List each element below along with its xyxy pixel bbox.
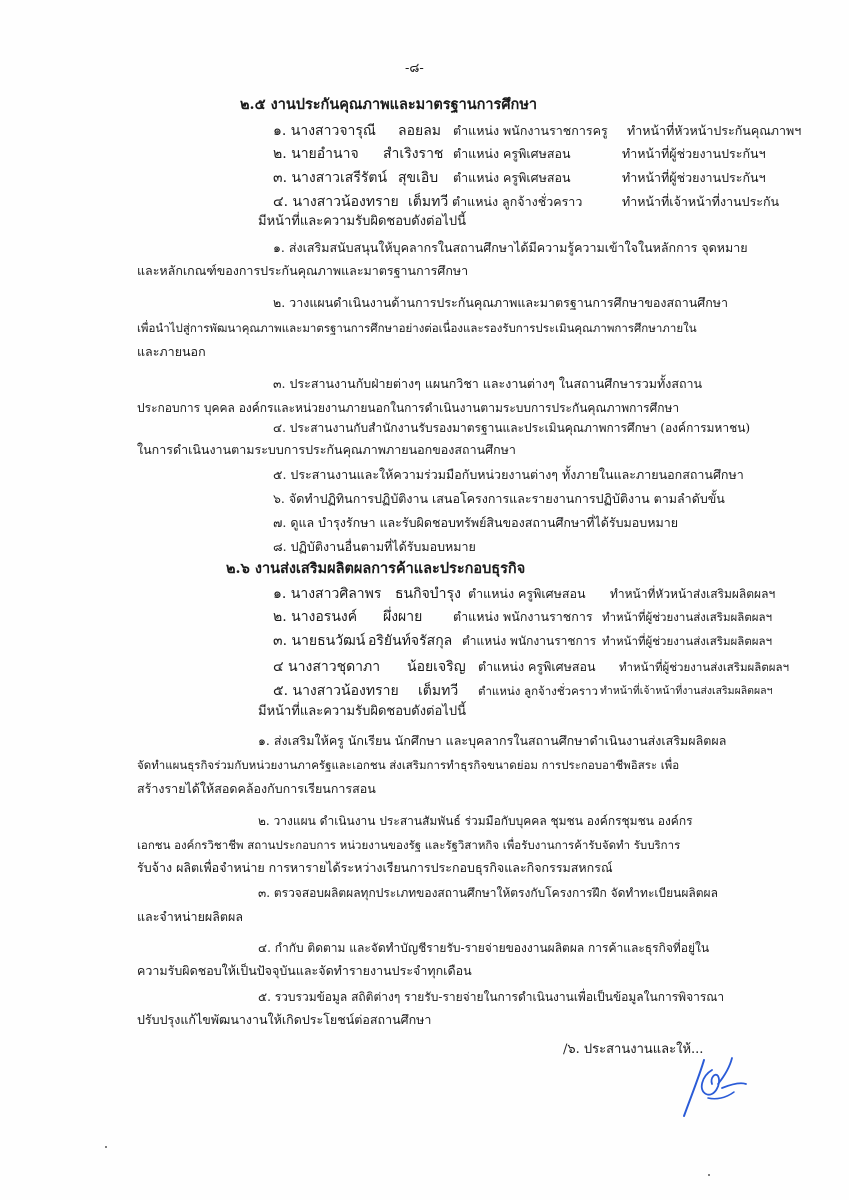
staff-surname: สุขเอิบ bbox=[398, 170, 439, 186]
staff-position: ตำแหน่ง พนักงานราชการ bbox=[462, 634, 597, 648]
duty-line: ๒. วางแผน ดำเนินงาน ประสานสัมพันธ์ ร่วมมือกับบุคคล ชุมชน องค์กรชุมชน องค์กร bbox=[258, 814, 693, 828]
duty-line: ปรับปรุงแก้ไขพัฒนางานให้เกิดประโยชน์ต่อสถานศึกษา bbox=[137, 1012, 432, 1027]
staff-name: ๑. นางสาวศิลาพร bbox=[273, 586, 382, 602]
staff-role: ทำหน้าที่หัวหน้าประกันคุณภาพฯ bbox=[627, 123, 802, 138]
duty-line: และจำหน่ายผลิตผล bbox=[137, 909, 243, 924]
staff-surname: ผึ่งผาย bbox=[383, 609, 423, 625]
staff-position: ตำแหน่ง ครูพิเศษสอน bbox=[453, 146, 571, 161]
duty-line: เพื่อนำไปสู่การพัฒนาคุณภาพและมาตรฐานการศึกษาอย่างต่อเนื่องและรองรับการประเมินคุณภาพการศึกษาภายใน bbox=[137, 321, 697, 335]
staff-name: ๒. นายอำนาจ bbox=[273, 146, 359, 162]
staff-name: ๓. นายธนวัฒน์ bbox=[273, 633, 366, 649]
duty-line: ๕. รวบรวมข้อมูล สถิติต่างๆ รายรับ-รายจ่ายในการดำเนินงานเพื่อเป็นข้อมูลในการพิจารณา bbox=[258, 990, 725, 1004]
duty-line: ประกอบการ บุคคล องค์กรและหน่วยงานภายนอกในการดำเนินงานตามระบบการประกันคุณภาพการศึกษา bbox=[137, 401, 680, 415]
duty-line: ความรับผิดชอบให้เป็นปัจจุบันและจัดทำรายงานประจำทุกเดือน bbox=[137, 963, 472, 978]
duty-line: และหลักเกณฑ์ของการประกันคุณภาพและมาตรฐานการศึกษา bbox=[137, 263, 469, 278]
staff-name: ๑. นางสาวจารุณี bbox=[273, 123, 376, 139]
duty-line: ๑. ส่งเสริมให้ครู นักเรียน นักศึกษา และบุคลากรในสถานศึกษาดำเนินงานส่งเสริมผลิตผล bbox=[258, 733, 727, 748]
staff-surname: ลอยลม bbox=[398, 123, 441, 139]
staff-name: ๒. นางอรนงค์ bbox=[273, 609, 358, 625]
staff-role: ทำหน้าที่ผู้ช่วยงานประกันฯ bbox=[622, 146, 766, 161]
staff-role: ทำหน้าที่เจ้าหน้าที่งานส่งเสริมผลิตผลฯ bbox=[600, 685, 773, 697]
duty-line: รับจ้าง ผลิตเพื่อจำหน่าย การหารายได้ระหว่างเรียนการประกอบธุรกิจและกิจกรรมสหกรณ์ bbox=[137, 860, 613, 875]
staff-name: ๔. นางสาวน้องทราย bbox=[273, 194, 399, 210]
staff-surname: สำเริงราช bbox=[383, 146, 444, 162]
duty-intro: มีหน้าที่และความรับผิดชอบดังต่อไปนี้ bbox=[258, 704, 466, 719]
staff-role: ทำหน้าที่ผู้ช่วยงานประกันฯ bbox=[622, 170, 766, 185]
staff-surname: อริยันท์จรัสกุล bbox=[368, 633, 453, 649]
scan-speck bbox=[105, 1146, 107, 1148]
signature-image bbox=[682, 1054, 748, 1120]
staff-role: ทำหน้าที่ผู้ช่วยงานส่งเสริมผลิตผลฯ bbox=[619, 660, 790, 674]
staff-role: ทำหน้าที่หัวหน้าส่งเสริมผลิตผลฯ bbox=[610, 587, 776, 601]
staff-role: ทำหน้าที่ผู้ช่วยงานส่งเสริมผลิตผลฯ bbox=[602, 610, 773, 624]
staff-name: ๔ นางสาวชุดาภา bbox=[273, 659, 381, 675]
duty-line: ๔. กำกับ ติดตาม และจัดทำบัญชีรายรับ-รายจ่ายของงานผลิตผล การค้าและธุรกิจที่อยู่ใน bbox=[258, 941, 710, 955]
duty-line: และภายนอก bbox=[137, 344, 206, 359]
staff-name: ๓. นางสาวเสรีรัตน์ bbox=[273, 170, 388, 186]
duty-line: ๒. วางแผนดำเนินงานด้านการประกันคุณภาพและมาตรฐานการศึกษาของสถานศึกษา bbox=[273, 295, 729, 310]
staff-name: ๕. นางสาวน้องทราย bbox=[273, 683, 399, 699]
section-heading-2-5: ๒.๕ งานประกันคุณภาพและมาตรฐานการศึกษา bbox=[240, 96, 538, 113]
staff-surname: เต็มทวี bbox=[418, 683, 459, 699]
duty-line: ๘. ปฏิบัติงานอื่นตามที่ได้รับมอบหมาย bbox=[273, 539, 476, 554]
duty-line: ๖. จัดทำปฏิทินการปฏิบัติงาน เสนอโครงการและรายงานการปฏิบัติงาน ตามลำดับขั้น bbox=[273, 491, 725, 506]
staff-position: ตำแหน่ง ลูกจ้างชั่วคราว bbox=[478, 684, 598, 698]
staff-position: ตำแหน่ง พนักงานราชการ bbox=[453, 609, 593, 624]
page-number: -๘- bbox=[405, 61, 424, 76]
staff-role: ทำหน้าที่เจ้าหน้าที่งานประกัน bbox=[622, 194, 780, 209]
duty-line: ในการดำเนินงานตามระบบการประกันคุณภาพภายนอกของสถานศึกษา bbox=[137, 442, 516, 457]
duty-line: ๑. ส่งเสริมสนับสนุนให้บุคลากรในสถานศึกษาได้มีความรู้ความเข้าใจในหลักการ จุดหมาย bbox=[273, 240, 748, 255]
section-heading-2-6: ๒.๖ งานส่งเสริมผลิตผลการค้าและประกอบธุรกิจ bbox=[226, 560, 526, 577]
duty-line: ๓. ตรวจสอบผลิตผลทุกประเภทของสถานศึกษาให้ตรงกับโครงการฝึก จัดทำทะเบียนผลิตผล bbox=[258, 886, 718, 900]
staff-position: ตำแหน่ง ครูพิเศษสอน bbox=[453, 170, 571, 185]
staff-position: ตำแหน่ง ครูพิเศษสอน bbox=[468, 586, 586, 601]
staff-surname: น้อยเจริญ bbox=[407, 659, 466, 675]
staff-position: ตำแหน่ง ลูกจ้างชั่วคราว bbox=[452, 194, 583, 209]
duty-line: ๔. ประสานงานกับสำนักงานรับรองมาตรฐานและประเมินคุณภาพการศึกษา (องค์การมหาชน) bbox=[273, 421, 751, 435]
duty-line: ๕. ประสานงานและให้ความร่วมมือกับหน่วยงานต่างๆ ทั้งภายในและภายนอกสถานศึกษา bbox=[273, 467, 744, 482]
staff-surname: เต็มทวี bbox=[408, 194, 449, 210]
duty-line: ๗. ดูแล บำรุงรักษา และรับผิดชอบทรัพย์สินของสถานศึกษาที่ได้รับมอบหมาย bbox=[273, 515, 679, 530]
staff-position: ตำแหน่ง พนักงานราชการครู bbox=[453, 123, 608, 138]
staff-role: ทำหน้าที่ผู้ช่วยงานส่งเสริมผลิตผลฯ bbox=[602, 634, 773, 648]
duty-line: ๓. ประสานงานกับฝ่ายต่างๆ แผนกวิชา และงานต่างๆ ในสถานศึกษารวมทั้งสถาน bbox=[273, 376, 703, 391]
duty-intro: มีหน้าที่และความรับผิดชอบดังต่อไปนี้ bbox=[258, 214, 466, 229]
staff-position: ตำแหน่ง ครูพิเศษสอน bbox=[478, 659, 596, 674]
duty-line: เอกชน องค์กรวิชาชีพ สถานประกอบการ หน่วยงานของรัฐ และรัฐวิสาหกิจ เพื่อรับงานการค้ารับจัดทำ รับบริการ bbox=[137, 838, 681, 852]
continuation-note: /๖. ประสานงานและให้... bbox=[563, 1042, 704, 1057]
duty-line: จัดทำแผนธุรกิจร่วมกับหน่วยงานภาครัฐและเอกชน ส่งเสริมการทำธุรกิจขนาดย่อม การประกอบอาชีพอิสระ เพื่อ bbox=[137, 758, 680, 772]
duty-line: สร้างรายได้ให้สอดคล้องกับการเรียนการสอน bbox=[137, 781, 376, 796]
scan-speck bbox=[708, 1174, 710, 1176]
staff-surname: ธนกิจบำรุง bbox=[395, 586, 461, 602]
